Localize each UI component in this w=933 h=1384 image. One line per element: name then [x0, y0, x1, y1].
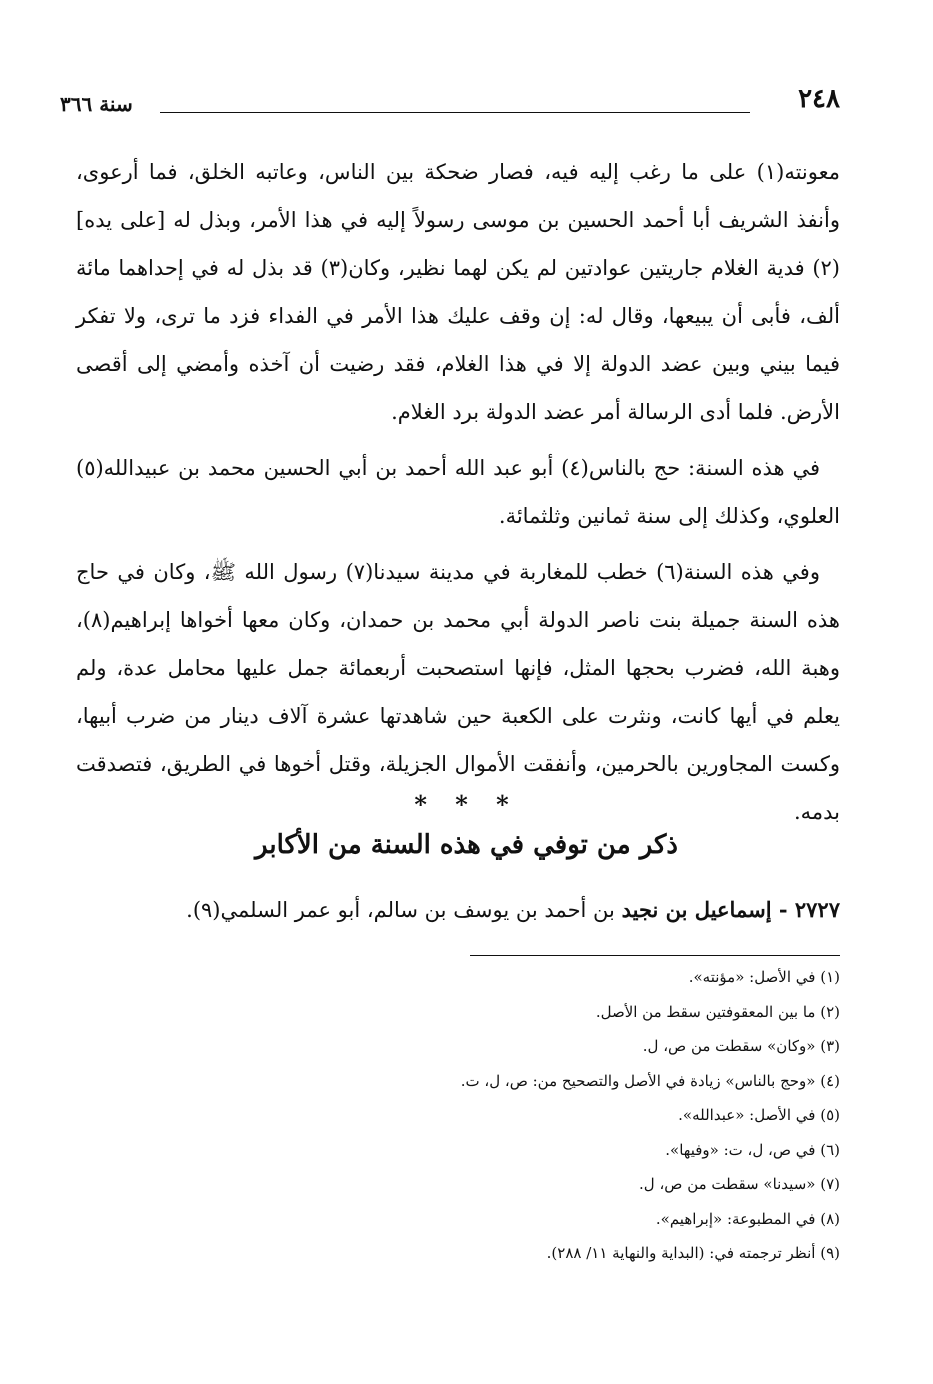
- entry-text: بن أحمد بن يوسف بن سالم، أبو عمر السلمي(٩).: [186, 898, 615, 922]
- footnote-rule: [470, 955, 840, 956]
- footnote-3: (٣) «وكان» سقطت من ص، ل.: [642, 1037, 840, 1055]
- paragraph-3: وفي هذه السنة(٦) خطب للمغاربة في مدينة سيدنا(٧) رسول الله ﷺ، وكان في حاج هذه السنة جميلة بنت ناصر الدولة أبي محمد بن حمدان، وكان معها أخواها إبراهيم(٨)، وهبة الله، فضرب بحجها المثل، فإنها استصحبت أربعمائة جمل عليها محامل عدة، ولم يعلم في أيها كانت، ونثرت على الكعبة حين شاهدتها عشرة آلاف دينار من ضرب أبيها، وكست المجاورين بالحرمين، وأنفقت الأموال الجزيلة، وقتل أخوها في الطريق، فتصدقت بدمه.: [76, 560, 840, 824]
- section-title: ذكر من توفي في هذه السنة من الأكابر: [254, 830, 678, 860]
- footnote-9: (٩) أنظر ترجمته في: (البداية والنهاية ١١/ ٢٨٨).: [546, 1244, 840, 1262]
- main-text: [76, 148, 840, 844]
- page-header: [60, 82, 840, 122]
- footnote-6: (٦) في ص، ل، ت: «وفيها».: [665, 1140, 840, 1159]
- section-separator: * * *: [414, 790, 519, 819]
- page-number: ٢٤٨: [798, 84, 840, 114]
- footnote-1: (١) في الأصل: «مؤنته».: [688, 968, 840, 986]
- footnotes: [76, 960, 840, 1271]
- running-title-year: سنة ٣٦٦: [60, 92, 133, 116]
- entry-number-name: ٢٧٢٧ - إسماعيل بن نجيد: [621, 897, 840, 922]
- biography-entry: [76, 888, 840, 932]
- footnote-7: (٧) «سيدنا» سقطت من ص، ل.: [639, 1175, 840, 1193]
- header-rule: [160, 112, 750, 113]
- paragraph-2: في هذه السنة: حج بالناس(٤) أبو عبد الله أحمد بن أبي الحسين محمد بن عبيدالله(٥) العلوي، وكذلك إلى سنة ثمانين وثلثمائة.: [76, 456, 840, 528]
- footnote-2: (٢) ما بين المعقوفتين سقط من الأصل.: [595, 1002, 840, 1021]
- footnote-4: (٤) «وحج بالناس» زيادة في الأصل والتصحيح من: ص، ل، ت.: [460, 1071, 840, 1090]
- footnote-8: (٨) في المطبوعة: «إبراهيم».: [655, 1209, 840, 1228]
- paragraph-1: معونته(١) على ما رغب إليه فيه، فصار ضحكة بين الناس، وعاتبه الخلق، فما أرعوى، وأنفذ الشريف أبا أحمد الحسين بن موسى رسولاً إليه في هذا الأمر، وبذل له [على يده](٢) فدية الغلام جاريتين عوادتين لم يكن لهما نظير، وكان(٣) قد بذل له في إحداهما مائة ألف، فأبى أن يبيعها، وقال له: إن وقف عليك هذا الأمر في الفداء فزد ما ترى، ولا تفكر فيما بيني وبين عضد الدولة إلا في هذا الغلام، فقد رضيت أن آخذه وأمضي إلى أقصى الأرض. فلما أدى الرسالة أمر عضد الدولة برد الغلام.: [76, 160, 840, 424]
- footnote-5: (٥) في الأصل: «عبدالله».: [678, 1106, 840, 1124]
